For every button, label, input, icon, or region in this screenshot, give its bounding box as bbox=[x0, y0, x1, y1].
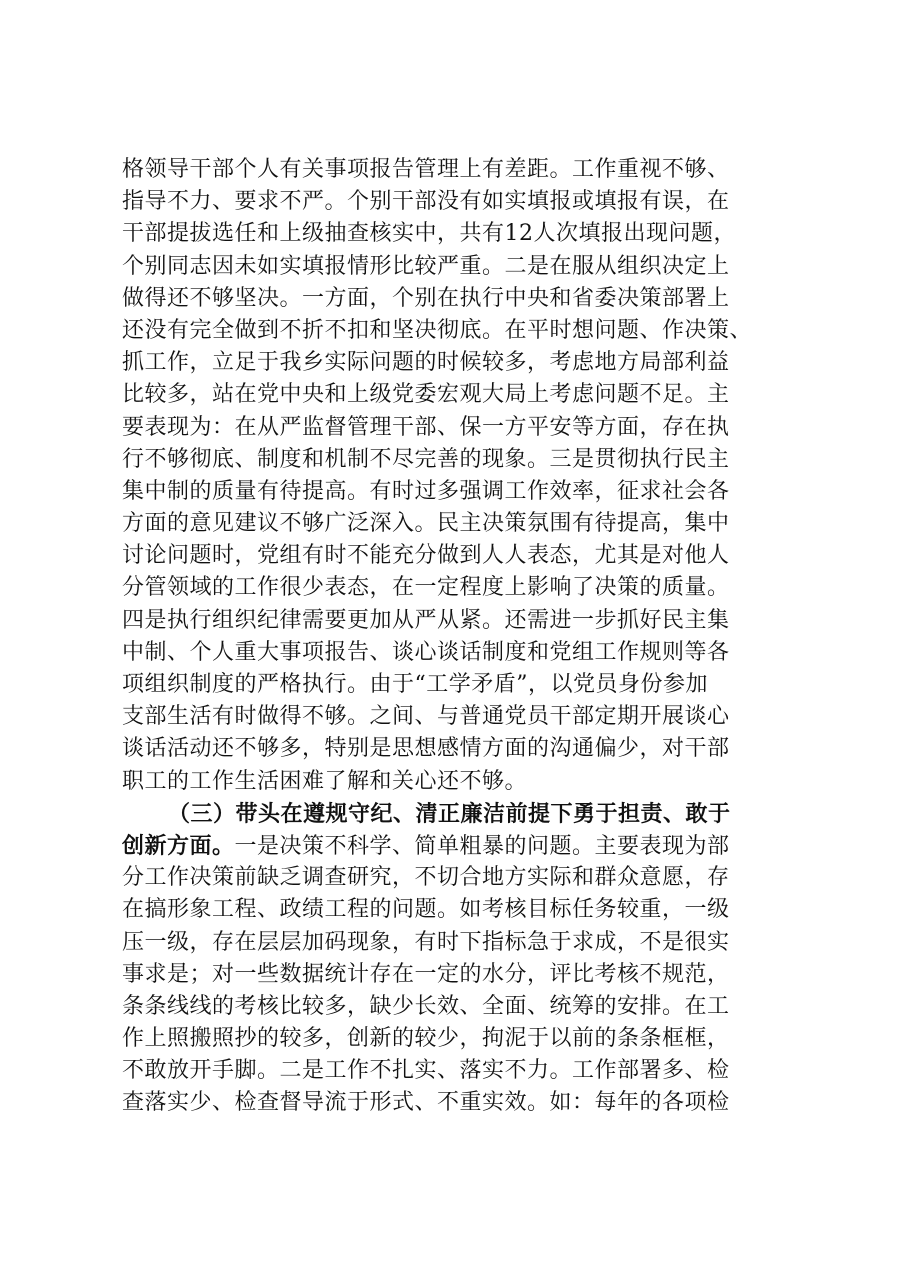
text-line: 四是执行组织纪律需要更加从严从紧。还需进一步抓好民主集 bbox=[122, 607, 730, 633]
text-line: 支部生活有时做得不够。之间、与普通党员干部定期开展谈心 bbox=[122, 704, 730, 730]
text-line: 比较多，站在党中央和上级党委宏观大局上考虑问题不足。主 bbox=[122, 382, 730, 408]
text-line: 职工的工作生活困难了解和关心还不够。 bbox=[122, 768, 528, 794]
text-line: 不敢放开手脚。二是工作不扎实、落实不力。工作部署多、检 bbox=[122, 1058, 730, 1084]
text-line: 集中制的质量有待提高。有时过多强调工作效率，征求社会各 bbox=[122, 478, 730, 504]
text-line: 中制、个人重大事项报告、谈心谈话制度和党组工作规则等各 bbox=[122, 639, 730, 665]
text-line: 作上照搬照抄的较多，创新的较少，拘泥于以前的条条框框， bbox=[122, 1026, 730, 1052]
text-line: 行不够彻底、制度和机制不尽完善的现象。三是贯彻执行民主 bbox=[122, 446, 730, 472]
text-line: 还没有完全做到不折不扣和坚决彻底。在平时想问题、作决策、 bbox=[122, 317, 753, 343]
text-line: 方面的意见建议不够广泛深入。民主决策氛围有待提高，集中 bbox=[122, 511, 730, 537]
section-text: 一是决策不科学、简单粗暴的问题。主要表现为部 bbox=[234, 833, 730, 859]
text-line: 干部提拔选任和上级抽查核实中，共有12人次填报出现问题， bbox=[122, 221, 736, 247]
text-line: 抓工作，立足于我乡实际问题的时候较多，考虑地方局部利益 bbox=[122, 350, 730, 376]
text-line: 谈话活动还不够多，特别是思想感情方面的沟通偏少，对干部 bbox=[122, 736, 730, 762]
text-line: 分管领域的工作很少表态，在一定程度上影响了决策的质量。 bbox=[122, 575, 730, 601]
text-line: 在搞形象工程、政绩工程的问题。如考核目标任务较重，一级 bbox=[122, 897, 730, 923]
text-line: 做得还不够坚决。一方面，个别在执行中央和省委决策部署上 bbox=[122, 285, 730, 311]
text-line: 项组织制度的严格执行。由于“工学矛盾”，以党员身份参加 bbox=[122, 672, 708, 697]
text-line: 压一级，存在层层加码现象，有时下指标急于求成，不是很实 bbox=[122, 929, 730, 955]
text-line: 分工作决策前缺乏调查研究，不切合地方实际和群众意愿，存 bbox=[122, 865, 730, 891]
text-line: 查落实少、检查督导流于形式、不重实效。如：每年的各项检 bbox=[122, 1090, 730, 1116]
document-body bbox=[122, 154, 812, 1120]
text-line bbox=[122, 830, 812, 862]
text-line: 格领导干部个人有关事项报告管理上有差距。工作重视不够、 bbox=[122, 157, 730, 182]
section-heading: （三）带头在遵规守纪、清正廉洁前提下勇于担责、敢于 bbox=[168, 800, 731, 827]
text-line: 指导不力、要求不严。个别干部没有如实填报或填报有误，在 bbox=[122, 189, 730, 215]
section-heading-continued: 创新方面。 bbox=[122, 832, 235, 859]
text-line: 事求是；对一些数据统计存在一定的水分，评比考核不规范， bbox=[122, 961, 730, 987]
text-line: 讨论问题时，党组有时不能充分做到人人表态，尤其是对他人 bbox=[122, 543, 730, 569]
text-line: 个别同志因未如实填报情形比较严重。二是在服从组织决定上 bbox=[122, 253, 730, 279]
text-line: 条条线线的考核比较多，缺少长效、全面、统筹的安排。在工 bbox=[122, 993, 730, 1019]
text-line: 要表现为：在从严监督管理干部、保一方平安等方面，存在执 bbox=[122, 414, 730, 440]
